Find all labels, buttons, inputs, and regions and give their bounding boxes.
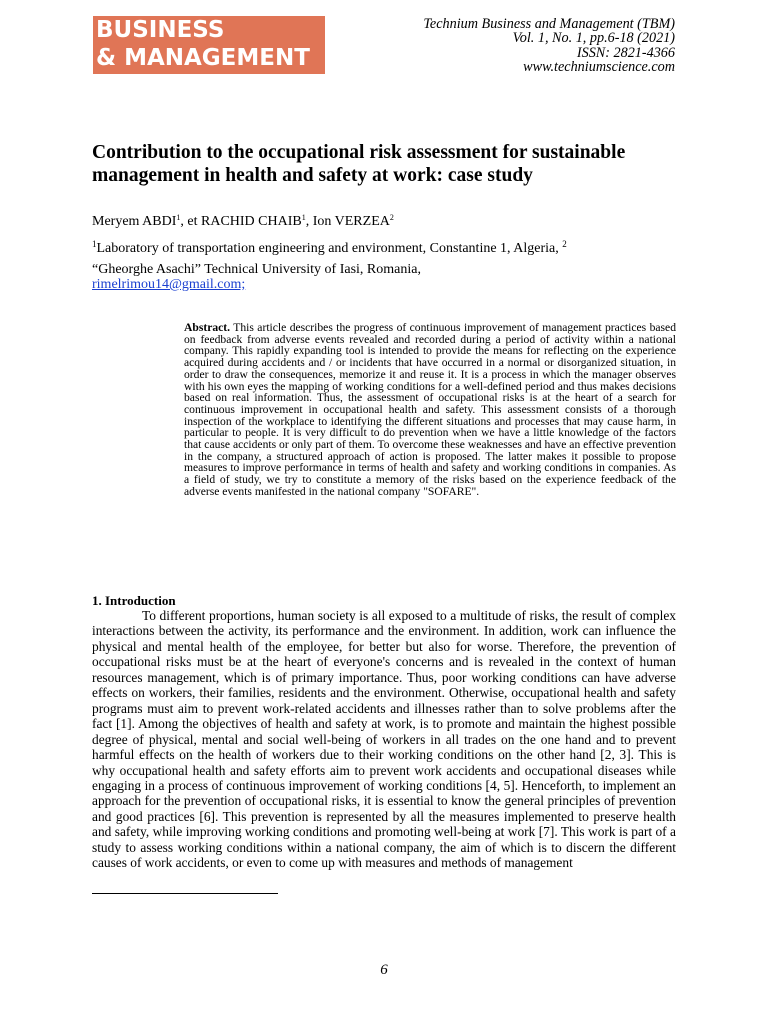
affiliation-1: Laboratory of transportation engineering and environment, Constantine 1, Algeria, (96, 241, 563, 256)
abstract (184, 322, 676, 498)
affil-marker-1: 1 (92, 239, 97, 249)
footnote-separator (92, 893, 278, 894)
journal-logo (93, 16, 325, 74)
affil-marker-2: 2 (562, 239, 567, 249)
author-list (92, 213, 394, 230)
logo-line-1: BUSINESS (96, 17, 225, 43)
journal-volume: Vol. 1, No. 1, pp.6-18 (2021) (512, 30, 675, 47)
author-email-link[interactable]: rimelrimou14@gmail.com; (92, 277, 246, 292)
author-1: Meryem ABDI (92, 214, 177, 229)
introduction-paragraph: To different proportions, human society is all exposed to a multitude of risks, the result of complex interactions between the activity, its performance and the environment. In addition, work can influence the physical and mental health of the employee, for better but also for worse. Therefore, the prevention of occupational risks must be at the heart of everyone's concerns and is revealed in the context of human resources management, which is of primary importance. Thus, poor working conditions can have adverse effects on workers, their families, residents and the environment. Otherwise, occupational health and safety programs must aim to prevent work-related accidents and illnesses rather than to solve problems after the fact [1]. Among the objectives of health and safety at work, is to promote and maintain the highest possible degree of physical, mental and social well-being of workers in all trades on the one hand and to prevent harmful effects on the health of workers due to their working conditions on the other hand [2, 3]. This is why occupational health and safety efforts aim to prevent work accidents and occupational diseases while engaging in a process of continuous improvement of working conditions [4, 5]. Henceforth, to implement an approach for the prevention of occupational risks, it is essential to know the general principles of prevention and good practices [6]. This prevention is represented by all the measures implemented to preserve health and safety, while improving working conditions and promoting well-being at work [7]. This work is part of a study to assess working conditions within a national company, the aim of which is to discern the different causes of work accidents, or even to come up with measures and methods of management (92, 608, 676, 871)
author-1-affil: 1 (176, 213, 181, 222)
logo-line-2: & MANAGEMENT (96, 45, 310, 71)
author-2-affil: 1 (301, 213, 306, 222)
section-heading-introduction: 1. Introduction (92, 593, 176, 608)
paper-title: Contribution to the occupational risk assessment for sustainable management in health and safety at work: case study (92, 142, 626, 186)
abstract-label: Abstract. (184, 321, 231, 334)
journal-info (423, 17, 675, 75)
affiliation-2: “Gheorghe Asachi” Technical University of Iasi, Romania, (92, 262, 421, 277)
author-3: , Ion VERZEA (305, 214, 390, 229)
affiliations (92, 234, 652, 280)
author-2: , et RACHID CHAIB (180, 214, 302, 229)
journal-issn: ISSN: 2821-4366 (576, 44, 675, 61)
page-number: 6 (380, 962, 388, 978)
journal-name: Technium Business and Management (TBM) (423, 16, 675, 32)
author-3-affil: 2 (389, 213, 394, 222)
abstract-text: This article describes the progress of continuous improvement of management practices based on feedback from adverse events revealed and recorded during a period of activity within a national company. This rapidly expanding tool is intended to provide the means for reflecting on the experience acquired during accidents and / or incidents that have occurred in a normal or disorganized situation, in order to draw the consequences, memorize it and reuse it. It is a process in which the manager observes with his own eyes the mapping of working conditions for a well-defined period and thus makes decisions based on real information. Thus, the assessment of occupational risks is at the heart of a search for continuous improvement in occupational health and safety. This assessment consists of a thorough inspection of the workplace to identifying the different situations and processes that may cause harm, in particular to people. It is very difficult to do prevention when we have a little knowledge of the factors that cause accidents or only part of them. To overcome these weaknesses and have an effective prevention in the company, a structured approach of action is proposed. The latter makes it possible to propose measures to improve performance in terms of health and safety and working conditions in companies. As a field of study, we try to constitute a memory of the risks based on the experience feedback of the adverse events manifested in the national company "SOFARE". (184, 321, 676, 498)
journal-website: www.techniumscience.com (523, 59, 675, 76)
